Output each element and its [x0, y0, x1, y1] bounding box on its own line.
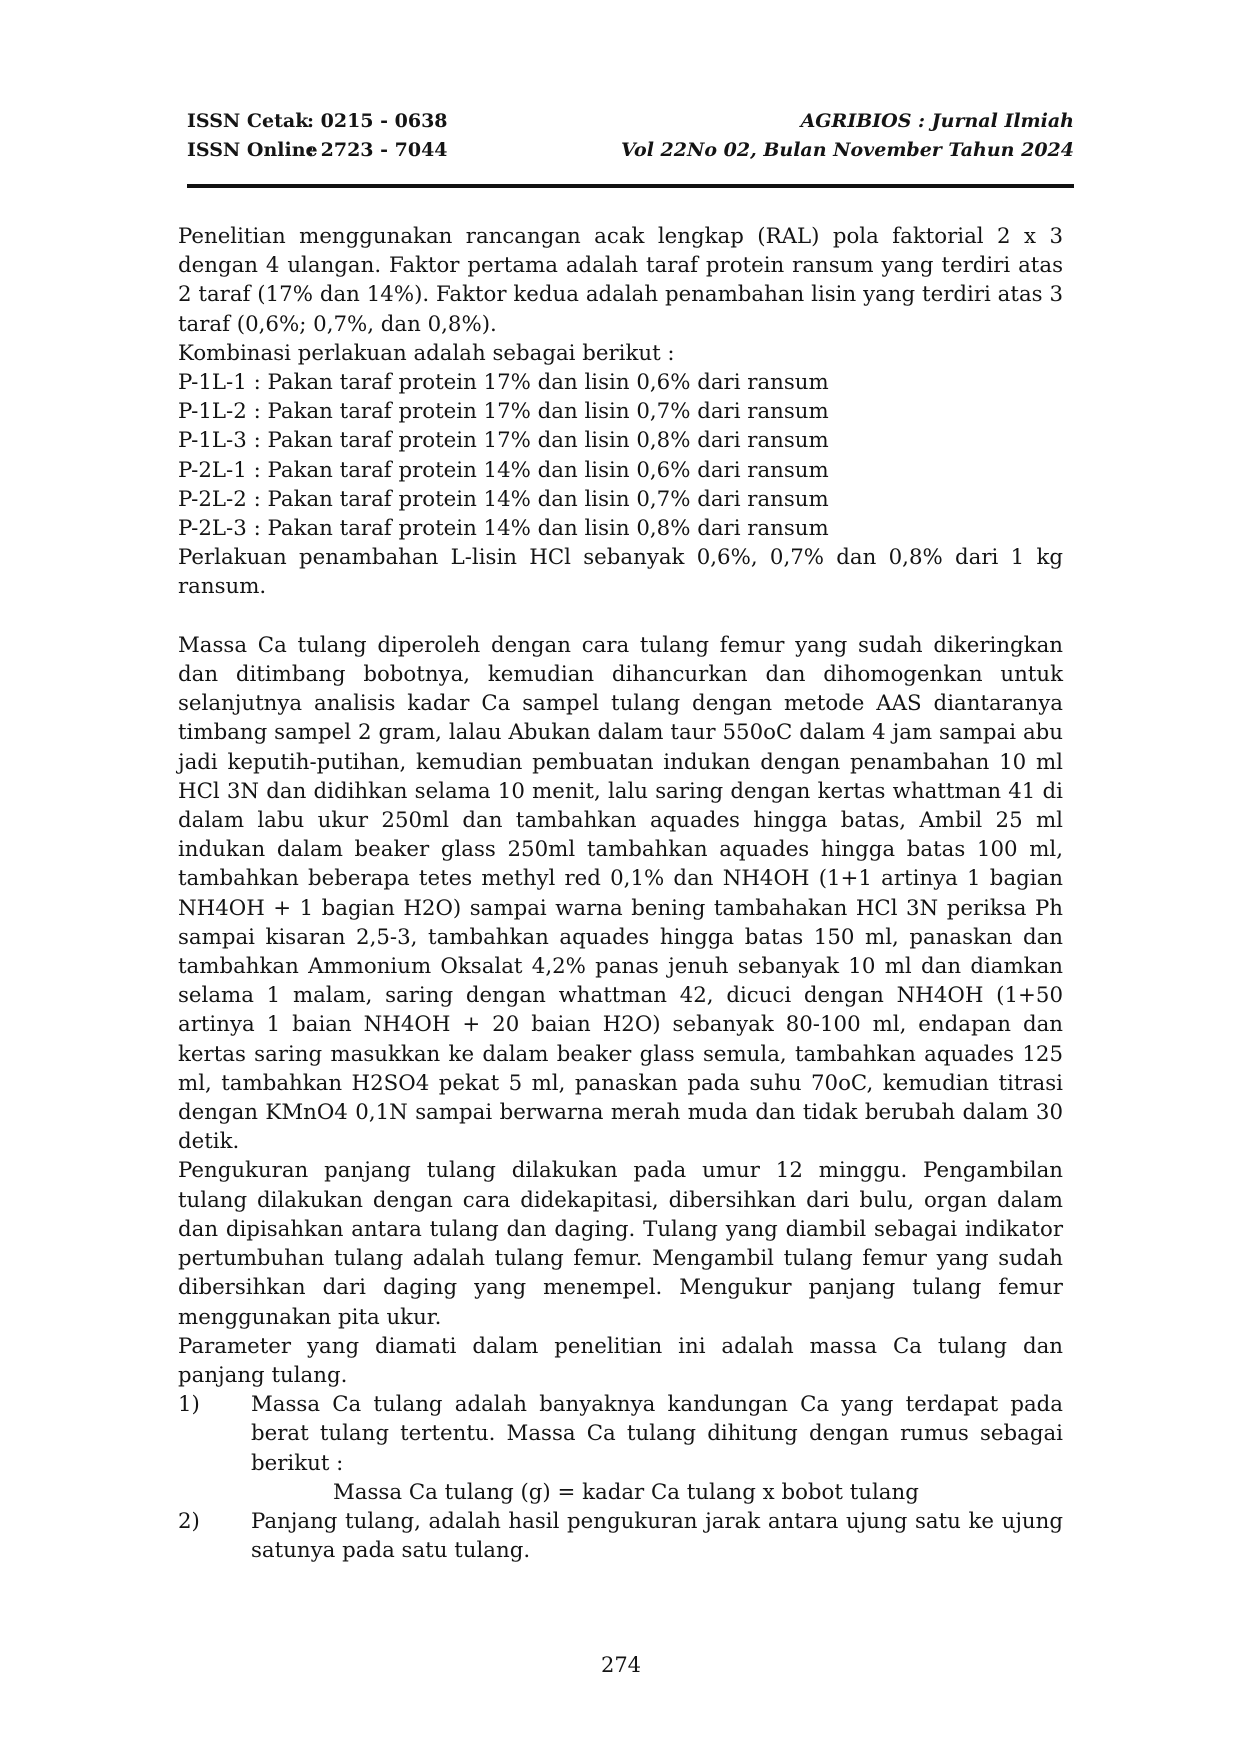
formula: Massa Ca tulang (g) = kadar Ca tulang x bobot tulang — [333, 1479, 919, 1505]
issn-print-label: ISSN Cetak — [187, 110, 309, 132]
issn-block — [187, 107, 448, 165]
paragraph-design: Penelitian menggunakan rancangan acak lengkap (RAL) pola faktorial 2 x 3 dengan 4 ulangan. Faktor pertama adalah taraf protein ransum yang terdiri atas 2 taraf (17% dan 14%). Faktor kedua adalah penambahan lisin yang terdiri atas 3 taraf (0,6%; 0,7%, dan 0,8%). — [178, 224, 1063, 337]
treatment-item: P-1L-2 : Pakan taraf protein 17% dan lisin 0,7% dari ransum — [178, 399, 829, 425]
journal-title: AGRIBIOS : Jurnal Ilmiah — [800, 110, 1074, 132]
issn-print — [187, 107, 448, 136]
paragraph-massa-ca: Massa Ca tulang diperoleh dengan cara tulang femur yang sudah dikeringkan dan ditimbang bobotnya, kemudian dihancurkan dan dihomogenkan untuk selanjutnya analisis kadar Ca sampel tulang dengan metode AAS diantaranya timbang sampel 2 gram, lalau Abukan dalam taur 550oC dalam 4 jam sampai abu jadi keputih-putihan, kemudian pembuatan indukan dengan penambahan 10 ml HCl 3N dan didihkan selama 10 menit, lalu saring dengan kertas whattman 41 di dalam labu ukur 250ml dan tambahkan aquades hingga batas, Ambil 25 ml indukan dalam beaker glass 250ml tambahkan aquades hingga batas 100 ml, tambahkan beberapa tetes methyl red 0,1% dan NH4OH (1+1 artinya 1 bagian NH4OH + 1 bagian H2O) sampai warna bening tambahakan HCl 3N periksa Ph sampai kisaran 2,5-3, tambahkan aquades hingga batas 150 ml, panaskan dan tambahkan Ammonium Oksalat 4,2% panas jenuh sebanyak 10 ml dan diamkan selama 1 malam, saring dengan whattman 42, dicuci dengan NH4OH (1+50 artinya 1 baian NH4OH + 20 baian H2O) sebanyak 80-100 ml, endapan dan kertas saring masukkan ke dalam beaker glass semula, tambahkan aquades 125 ml, tambahkan H2SO4 pekat 5 ml, panaskan pada suhu 70oC, kemudian titrasi dengan KMnO4 0,1N sampai berwarna merah muda dan tidak berubah dalam 30 detik. — [178, 632, 1063, 1155]
issn-online — [187, 136, 448, 165]
item-text: Panjang tulang, adalah hasil pengukuran jarak antara ujung satu ke ujung satunya pada satu tulang. — [251, 1508, 1063, 1564]
numbered-item-2 — [178, 1507, 1063, 1565]
paragraph-panjang: Pengukuran panjang tulang dilakukan pada umur 12 minggu. Pengambilan tulang dilakukan dengan cara didekapitasi, dibersihkan dari bulu, organ dalam dan dipisahkan antara tulang dan daging. Tulang yang diambil sebagai indikator pertumbuhan tulang adalah tulang femur. Mengambil tulang femur yang sudah dibersihkan dari daging yang menempel. Mengukur panjang tulang femur menggunakan pita ukur. — [178, 1158, 1063, 1330]
paragraph-spacer — [178, 602, 1063, 631]
item-number: 2) — [178, 1508, 200, 1534]
article-body — [178, 222, 1063, 1565]
page-header — [187, 107, 1074, 187]
paragraph-combo-intro: Kombinasi perlakuan adalah sebagai berikut : — [178, 340, 675, 366]
paragraph-parameter: Parameter yang diamati dalam penelitian ini adalah massa Ca tulang dan panjang tulang. — [178, 1333, 1063, 1388]
item-text: Massa Ca tulang adalah banyaknya kandungan Ca yang terdapat pada berat tulang tertentu. Massa Ca tulang dihitung dengan rumus sebagai berikut : — [251, 1392, 1063, 1476]
treatment-item: P-2L-2 : Pakan taraf protein 14% dan lisin 0,7% dari ransum — [178, 486, 829, 512]
treatment-item: P-1L-3 : Pakan taraf protein 17% dan lisin 0,8% dari ransum — [178, 428, 829, 454]
paragraph-lisin: Perlakuan penambahan L-lisin HCl sebanyak 0,6%, 0,7% dan 0,8% dari 1 kg ransum. — [178, 545, 1063, 600]
page-number: 274 — [600, 1653, 642, 1677]
treatment-item: P-1L-1 : Pakan taraf protein 17% dan lisin 0,6% dari ransum — [178, 370, 829, 396]
header-rule — [187, 184, 1074, 188]
journal-block — [621, 107, 1074, 165]
numbered-item-1 — [178, 1390, 1063, 1478]
treatment-item: P-2L-3 : Pakan taraf protein 14% dan lisin 0,8% dari ransum — [178, 516, 829, 542]
treatment-item: P-2L-1 : Pakan taraf protein 14% dan lisin 0,6% dari ransum — [178, 457, 829, 483]
journal-volume: Vol 22No 02, Bulan November Tahun 2024 — [621, 139, 1074, 161]
issn-print-value: : 0215 - 0638 — [307, 110, 448, 132]
item-number: 1) — [178, 1392, 200, 1418]
issn-online-value: : 2723 - 7044 — [307, 139, 448, 161]
issn-online-label: ISSN Online — [187, 139, 318, 161]
